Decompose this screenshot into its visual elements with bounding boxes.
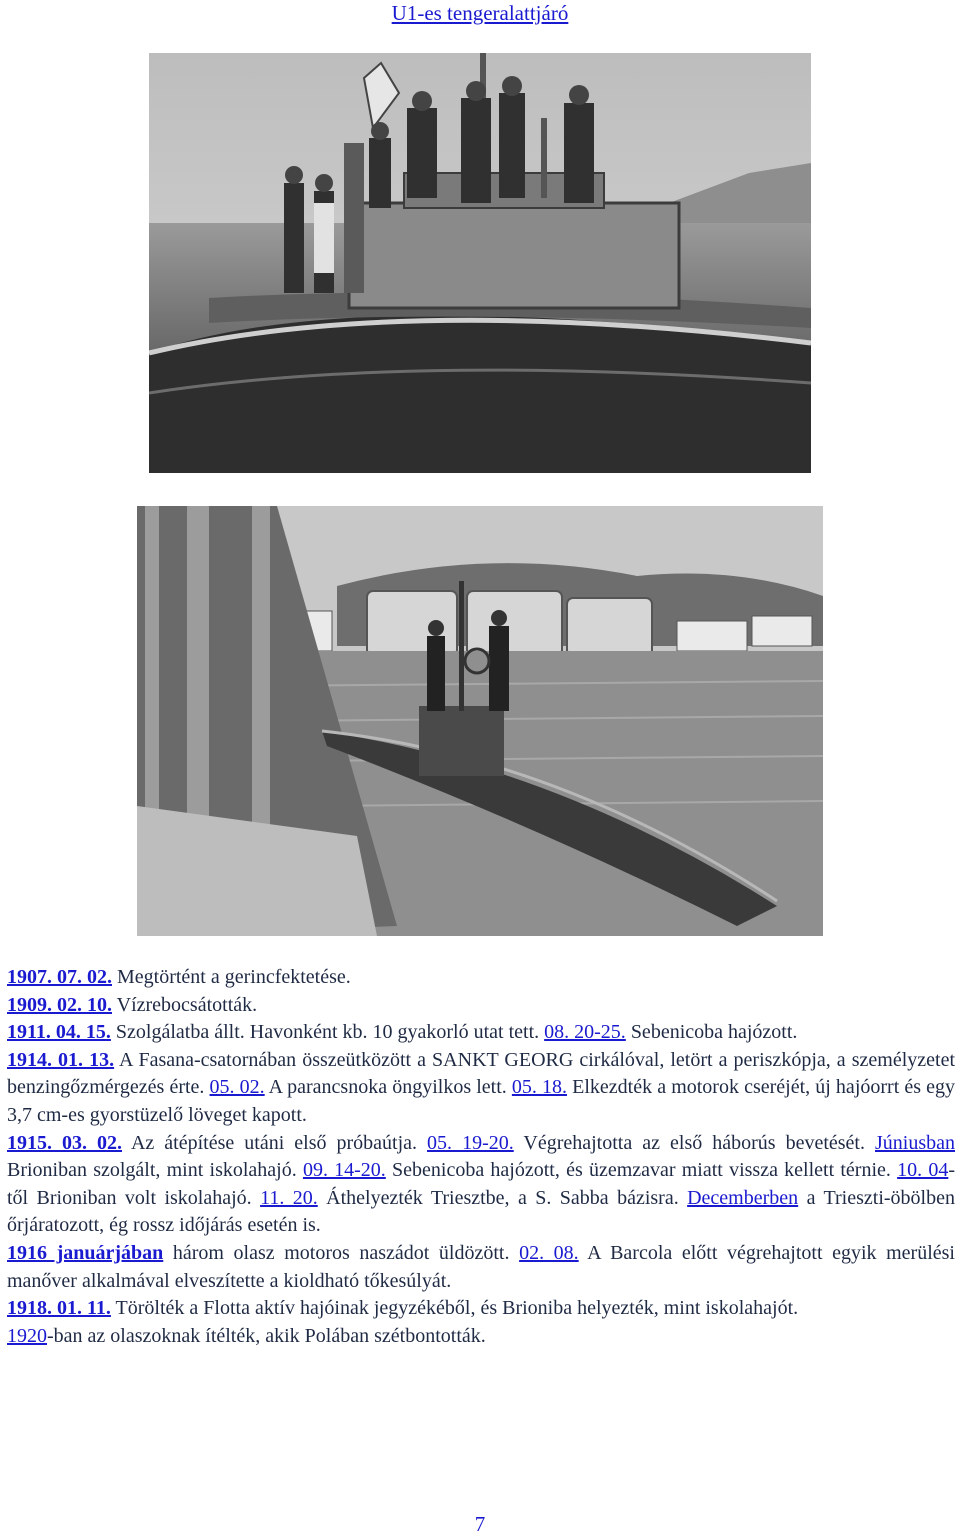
entry-1918: 1918. 01. 11. Törölték a Flotta aktív hajóinak jegyzékéből, és Brioniba helyezték, mint iskolahajót.: [7, 1297, 799, 1320]
date-link[interactable]: 1909. 02. 10.: [7, 993, 112, 1016]
history-text: [7, 964, 955, 1350]
date-link[interactable]: 1914. 01. 13.: [7, 1048, 115, 1071]
entry-1920: 1920-ban az olaszoknak ítélték, akik Polában szétbontották.: [7, 1324, 486, 1347]
date-link[interactable]: 11. 20.: [260, 1186, 318, 1209]
date-link[interactable]: 08. 20-25.: [544, 1021, 626, 1044]
entry-1909: 1909. 02. 10. Vízrebocsátották.: [7, 993, 258, 1016]
page-number: 7: [474, 1512, 486, 1536]
entry-1915: 1915. 03. 02. Az átépítése utáni első próbaútja. 05. 19-20. Végrehajtotta az első háborús bevetését. Júniusban Brioniban szolgált, mint iskolahajó. 09. 14-20. Sebenicoba hajózott, és üzemzavar miatt vissza kellett térnie. 10. 04-től Brioniban volt iskolahajó. 11. 20. Áthelyezték Triesztbe, a S. Sabba bázisra. Decemberben a Trieszti-öbölben őrjáratozott, ég rossz időjárás esetén is.: [7, 1131, 955, 1237]
date-link[interactable]: 05. 19-20.: [427, 1131, 514, 1154]
submarine-harbor-photo-icon: [137, 506, 823, 936]
entry-1914: 1914. 01. 13. A Fasana-csatornában összeütközött a SANKT GEORG cirkálóval, letört a periszkópja, a személyzetet benzingőzmérgezés érte. 05. 02. A parancsnoka öngyilkos lett. 05. 18. Elkezdték a motorok cseréjét, új hajóorrt és egy 3,7 cm-es gyorstüzelő löveget kapott.: [7, 1048, 956, 1126]
entry-1911: 1911. 04. 15. Szolgálatba állt. Havonként kb. 10 gyakorló utat tett. 08. 20-25. Sebenicoba hajózott.: [7, 1021, 798, 1044]
page-title: U1-es tengeralattjáró: [391, 1, 569, 25]
date-link[interactable]: 1911. 04. 15.: [7, 1021, 111, 1044]
date-link[interactable]: 1920: [7, 1324, 47, 1347]
date-link[interactable]: 1918. 01. 11.: [7, 1297, 111, 1320]
entry-1916: 1916 januárjában három olasz motoros naszádot üldözött. 02. 08. A Barcola előtt végrehajtott egyik merülési manőver alkalmával elveszítette a kioldható tőkesúlyát.: [7, 1241, 955, 1292]
date-link[interactable]: Júniusban: [875, 1131, 955, 1154]
date-link[interactable]: 02. 08.: [519, 1241, 579, 1264]
date-link[interactable]: 05. 02.: [209, 1076, 265, 1099]
date-link[interactable]: 10. 04: [897, 1159, 949, 1182]
date-link[interactable]: 1916 januárjában: [7, 1241, 164, 1264]
date-link[interactable]: 09. 14-20.: [302, 1159, 386, 1182]
submarine-crew-photo-icon: [149, 53, 811, 473]
entry-1907: 1907. 07. 02. Megtörtént a gerincfektetése.: [7, 966, 351, 988]
date-link[interactable]: 05. 18.: [511, 1076, 568, 1099]
date-link[interactable]: 1907. 07. 02.: [7, 966, 112, 988]
date-link[interactable]: 1915. 03. 02.: [7, 1131, 123, 1154]
date-link[interactable]: Decemberben: [687, 1186, 799, 1209]
